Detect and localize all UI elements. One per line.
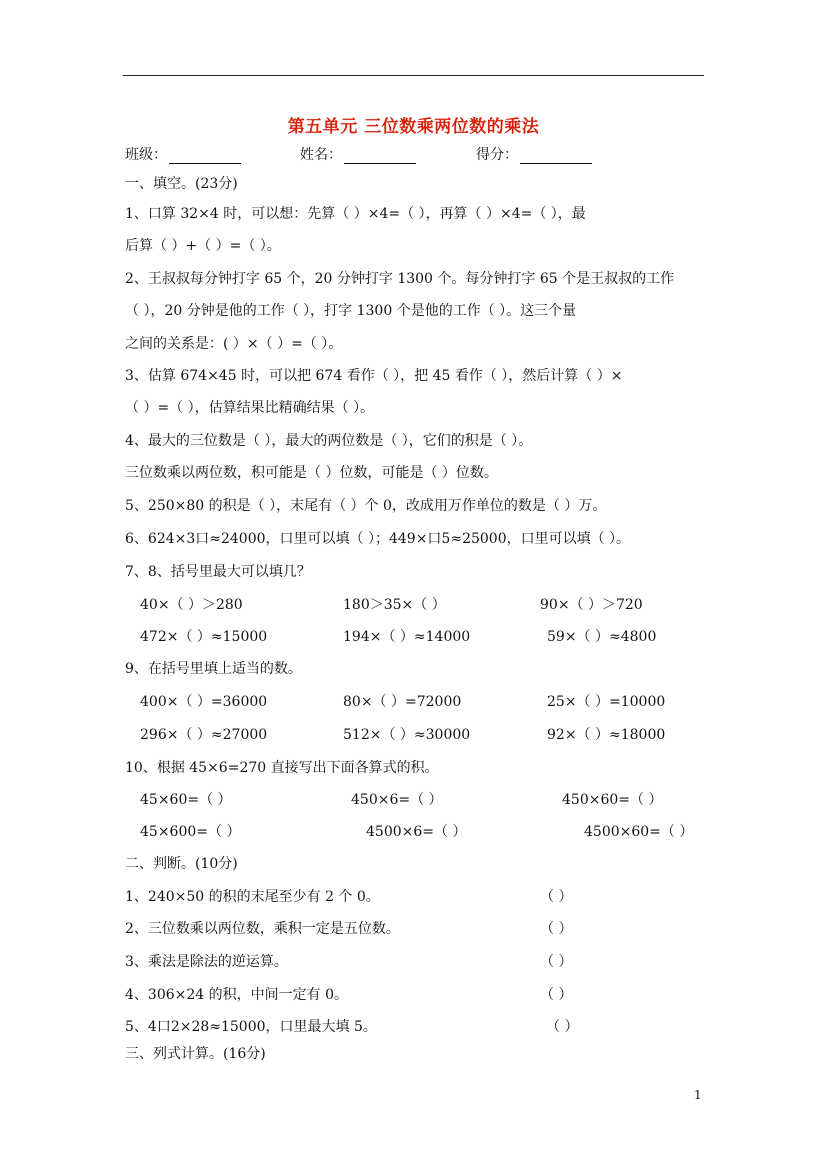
q7-item: 90×（ ）＞720: [540, 597, 643, 613]
q10-item: 4500×60=（ ）: [584, 824, 694, 840]
header-rule: [123, 75, 704, 76]
section-1-heading: 一、填空。(23分): [125, 176, 238, 192]
q2-line-2: （ ），20 分钟是他的工作（ ），打字 1300 个是他的工作（ ）。这三个量: [125, 303, 577, 319]
q10-item: 450×6=（ ）: [351, 792, 443, 808]
class-field: [125, 144, 241, 164]
judge-answer-box[interactable]: （ ）: [540, 954, 573, 970]
class-blank[interactable]: [169, 149, 241, 164]
page-number: 1: [694, 1088, 702, 1102]
judge-question: 5、4口2×28≈15000，口里最大填 5。: [125, 1019, 377, 1035]
score-blank[interactable]: [520, 149, 592, 164]
judge-answer-box[interactable]: （ ）: [540, 889, 573, 905]
q9-item: 92×（ ）≈18000: [547, 727, 666, 743]
section-2-heading: 二、判断。(10分): [125, 856, 238, 872]
q7-item: 40×（ ）＞280: [140, 597, 243, 613]
class-label: 班级：: [125, 147, 167, 163]
section-3-heading: 三、列式计算。(16分): [125, 1046, 266, 1062]
judge-question: 3、乘法是除法的逆运算。: [125, 954, 288, 970]
q7-item: 180＞35×（ ）: [343, 597, 446, 613]
q9-item: 296×（ ）≈27000: [140, 727, 268, 743]
q7-heading: 7、8、括号里最大可以填几？: [125, 564, 311, 580]
judge-question: 2、三位数乘以两位数，乘积一定是五位数。: [125, 921, 400, 937]
q10-item: 45×600=（ ）: [140, 824, 241, 840]
q6-line: 6、624×3口≈24000，口里可以填（ ）；449×口5≈25000，口里可以填（ ）。: [125, 531, 631, 547]
q9-item: 80×（ ）=72000: [343, 694, 462, 710]
q2-line-1: 2、王叔叔每分钟打字 65 个，20 分钟打字 1300 个。每分钟打字 65 个是王叔叔的工作: [125, 271, 675, 287]
q9-item: 512×（ ）≈30000: [343, 727, 471, 743]
q7-item: 472×（ ）≈15000: [140, 629, 268, 645]
score-label: 得分：: [476, 147, 518, 163]
q7-item: 59×（ ）≈4800: [547, 629, 657, 645]
q10-heading: 10、根据 45×6=270 直接写出下面各算式的积。: [125, 760, 439, 776]
q10-item: 45×60=（ ）: [140, 792, 232, 808]
judge-question: 4、306×24 的积，中间一定有 0。: [125, 987, 348, 1003]
name-blank[interactable]: [344, 149, 416, 164]
q9-heading: 9、在括号里填上适当的数。: [125, 661, 302, 677]
q2-line-3: 之间的关系是：( ）×（ ）=（ ）。: [125, 336, 343, 352]
q10-item: 4500×6=（ ）: [366, 824, 467, 840]
judge-question: 1、240×50 的积的末尾至少有 2 个 0。: [125, 889, 380, 905]
q3-line-2: （ ）=（ ），估算结果比精确结果（ ）。: [125, 400, 375, 416]
page-title: 第五单元 三位数乘两位数的乘法: [287, 117, 540, 137]
q5-line: 5、250×80 的积是（ ），末尾有（ ）个 0，改成用万作单位的数是（ ）万。: [125, 498, 607, 514]
q4-line-2: 三位数乘以两位数，积可能是（ ）位数，可能是（ ）位数。: [125, 465, 498, 481]
judge-answer-box[interactable]: （ ）: [540, 987, 573, 1003]
q10-item: 450×60=（ ）: [562, 792, 663, 808]
name-field: [300, 144, 416, 164]
q7-item: 194×（ ）≈14000: [343, 629, 471, 645]
score-field: [476, 144, 592, 164]
q9-item: 25×（ ）=10000: [547, 694, 666, 710]
judge-answer-box[interactable]: （ ）: [540, 921, 573, 937]
q3-line-1: 3、估算 674×45 时，可以把 674 看作（ ），把 45 看作（ ），然后计算（ ）×: [125, 368, 623, 384]
q1-line-2: 后算（ ）+（ ）=（ ）。: [125, 238, 281, 254]
judge-answer-box[interactable]: （ ）: [546, 1019, 579, 1035]
q1-line-1: 1、口算 32×4 时，可以想：先算（ ）×4=（ ），再算（ ）×4=（ ），最: [125, 206, 586, 222]
name-label: 姓名：: [300, 147, 342, 163]
q9-item: 400×（ ）=36000: [140, 694, 268, 710]
q4-line-1: 4、最大的三位数是（ ），最大的两位数是（ ），它们的积是（ ）。: [125, 433, 533, 449]
